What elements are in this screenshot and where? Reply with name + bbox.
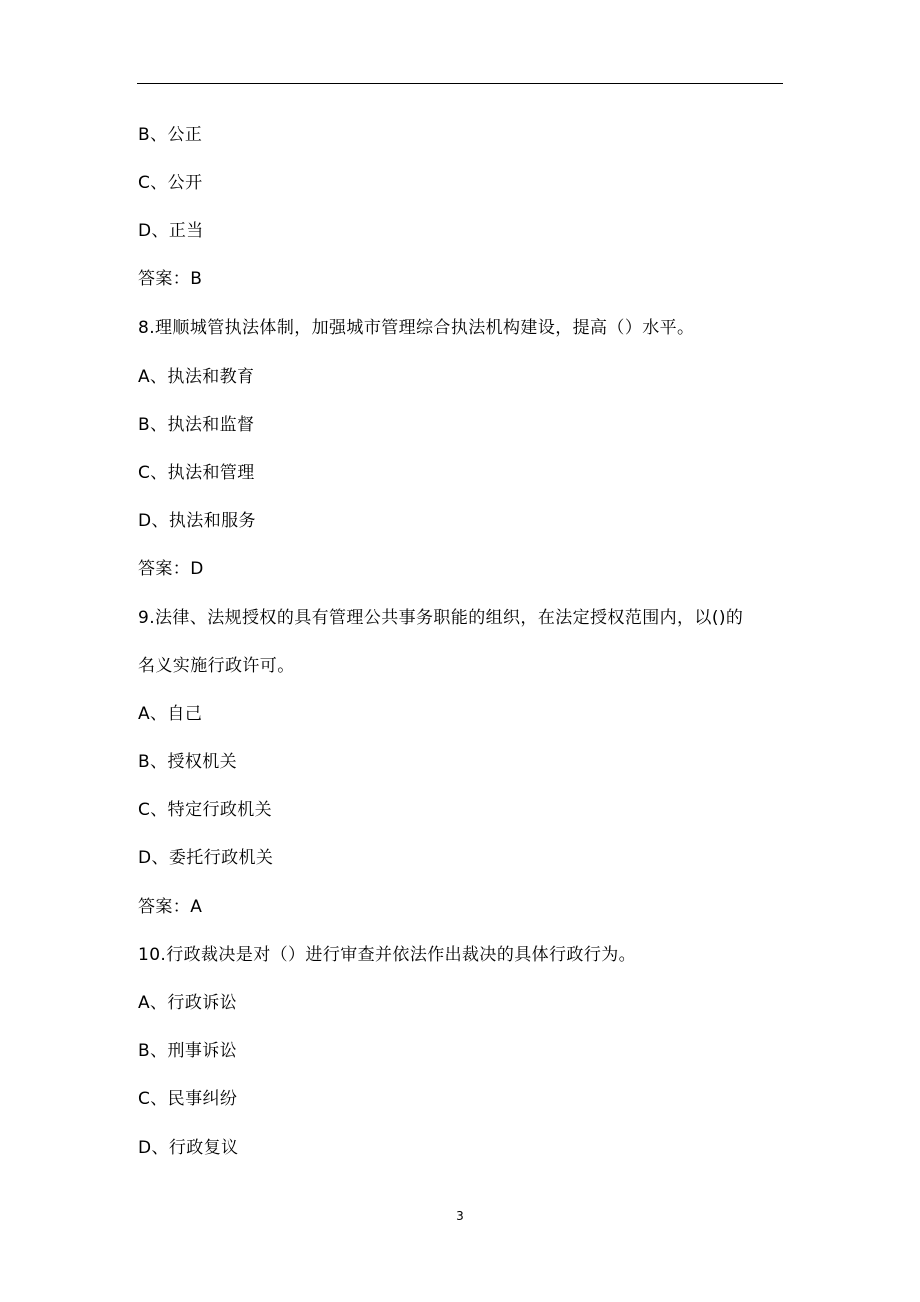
answer-q7: 答案：B [138,269,203,289]
option-a-q8: A、执法和教育 [138,367,255,387]
page-number: 3 [456,1209,464,1223]
option-b-q10: B、刑事诉讼 [138,1041,238,1061]
question-9-line-2: 名义实施行政许可。 [138,656,295,676]
option-a-q9: A、自己 [138,704,203,724]
question-10: 10.行政裁决是对（）进行审查并依法作出裁决的具体行政行为。 [138,945,637,965]
option-d-q9: D、委托行政机关 [138,848,274,868]
option-d-q8: D、执法和服务 [138,511,256,531]
option-c-q7: C、公开 [138,173,203,193]
header-rule [137,83,783,84]
option-c-q9: C、特定行政机关 [138,800,273,820]
option-b-q9: B、授权机关 [138,752,238,772]
option-b-q7: B、公正 [138,125,203,145]
option-a-q10: A、行政诉讼 [138,993,238,1013]
question-9-line-1: 9.法律、法规授权的具有管理公共事务职能的组织，在法定授权范围内，以()的 [138,608,744,628]
option-c-q8: C、执法和管理 [138,463,255,483]
option-d-q10: D、行政复议 [138,1138,239,1158]
option-d-q7: D、正当 [138,221,204,241]
answer-q9: 答案：A [138,897,203,917]
option-c-q10: C、民事纠纷 [138,1089,238,1109]
question-8: 8.理顺城管执法体制，加强城市管理综合执法机构建设，提高（）水平。 [138,318,695,338]
option-b-q8: B、执法和监督 [138,415,255,435]
answer-q8: 答案：D [138,559,204,579]
